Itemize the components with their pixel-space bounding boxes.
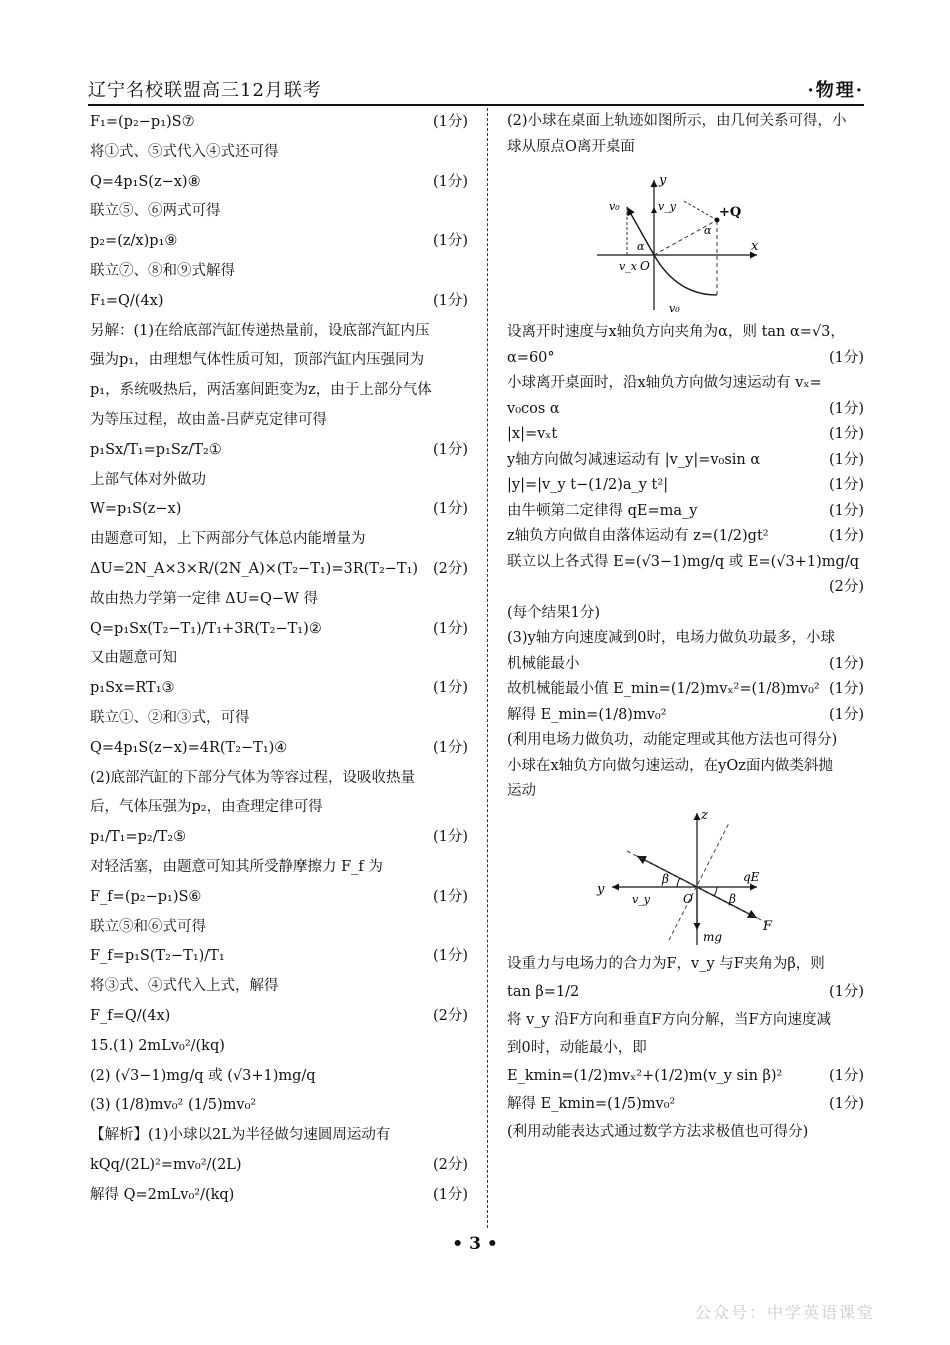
line-text: 强为p₁，由理想气体性质可知，顶部汽缸内压强同为	[90, 352, 425, 369]
exam-title: 辽宁名校联盟高三12月联考	[88, 80, 322, 101]
line-text: 对轻活塞，由题意可知其所受静摩擦力 F_f 为	[90, 858, 383, 875]
solution-line	[507, 1006, 864, 1034]
line-text: 设重力与电场力的合力为F，v_y 与F夹角为β，则	[507, 955, 825, 972]
line-text: v₀cos α	[507, 400, 560, 417]
fig1-label-alpha-1: α	[637, 240, 645, 253]
fig2-label-beta-1: β	[662, 871, 669, 886]
line-text: 联立⑤、⑥两式可得	[90, 203, 221, 220]
page-number: • 3 •	[452, 1234, 498, 1254]
solution-line	[90, 495, 468, 525]
line-text: F_f=(p₂−p₁)S⑥	[90, 888, 202, 905]
solution-line	[90, 644, 468, 674]
solution-line	[507, 978, 864, 1006]
fig1-label-origin: O	[640, 259, 650, 273]
solution-line	[507, 728, 864, 754]
force-figure	[507, 805, 864, 950]
right-column	[507, 108, 864, 1146]
solution-line	[507, 779, 864, 805]
score-mark: (1分)	[432, 501, 468, 518]
line-text: y轴方向做匀减速运动有 |v_y|=v₀sin α	[507, 451, 761, 468]
solution-line	[90, 793, 468, 823]
fig2-label-z: z	[701, 807, 708, 823]
line-text: tan β=1/2	[507, 983, 580, 1000]
score-mark: (1分)	[828, 1067, 864, 1084]
solution-line	[507, 397, 864, 423]
score-mark: (1分)	[828, 983, 864, 1000]
right-column-intro	[507, 108, 864, 160]
score-mark: (1分)	[432, 829, 468, 846]
solution-line	[90, 555, 468, 585]
score-mark: (1分)	[828, 426, 864, 442]
line-text: 运动	[507, 783, 536, 799]
line-text: 故机械能最小值 E_min=(1/2)mvₓ²=(1/8)mv₀²	[507, 681, 820, 697]
fig1-label-vx: v_x	[619, 260, 637, 273]
line-text: (2)底部汽缸的下部分气体为等容过程，设吸收热量	[90, 769, 416, 786]
score-mark: (1分)	[432, 1186, 468, 1203]
score-mark: (1分)	[432, 114, 468, 130]
solution-line	[90, 287, 468, 317]
score-mark: (2分)	[432, 1156, 468, 1173]
line-text: 解得 Q=2mLv₀²/(kq)	[90, 1186, 235, 1203]
score-mark: (1分)	[432, 948, 468, 965]
line-text: 小球离开桌面时，沿x轴负方向做匀速运动有 vₓ=	[507, 375, 822, 391]
solution-line	[90, 674, 468, 704]
fig2-label-vy: v_y	[632, 892, 650, 906]
fig2-label-origin: O	[683, 891, 693, 906]
line-text: (利用动能表达式通过数学方法求极值也可得分)	[507, 1123, 809, 1140]
line-text: Q=4p₁S(z−x)=4R(T₂−T₁)④	[90, 739, 288, 756]
solution-line	[90, 257, 468, 287]
fig1-label-v0-top: v₀	[609, 200, 620, 213]
fig1-label-v0-bottom: v₀	[669, 302, 680, 315]
solution-line	[507, 575, 864, 601]
solution-line	[90, 1151, 468, 1181]
score-mark: (1分)	[828, 477, 864, 493]
solution-line	[90, 853, 468, 883]
solution-line	[507, 448, 864, 474]
line-text: p₁，系统吸热后，两活塞间距变为z，由于上部分气体	[90, 382, 432, 399]
solution-line	[507, 1118, 864, 1146]
solution-line	[507, 1090, 864, 1118]
score-mark: (1分)	[432, 739, 468, 756]
score-mark: (1分)	[828, 502, 864, 519]
line-text: 为等压过程，故由盖-吕萨克定律可得	[90, 411, 327, 428]
solution-line	[90, 942, 468, 972]
solution-line	[90, 108, 468, 138]
line-text: 联立以上各式得 E=(√3−1)mg/q 或 E=(√3+1)mg/q	[507, 553, 859, 570]
solution-line	[90, 525, 468, 555]
solution-line	[90, 376, 468, 406]
solution-line	[507, 950, 864, 978]
solution-line	[90, 1121, 468, 1151]
fig2-label-y: y	[597, 881, 605, 897]
fig1-label-charge: +Q	[719, 205, 742, 220]
score-mark: (1分)	[828, 706, 864, 723]
fig2-label-beta-2: β	[729, 891, 736, 906]
line-text: z轴负方向做自由落体运动有 z=(1/2)gt²	[507, 528, 769, 544]
line-text: 小球在x轴负方向做匀速运动，在yOz面内做类斜抛	[507, 757, 833, 774]
line-text: F_f=Q/(4x)	[90, 1007, 171, 1024]
fig1-label-vy: v_y	[658, 200, 676, 213]
fig1-label-y: y	[659, 173, 667, 188]
fig2-label-mg: mg	[703, 929, 723, 944]
fig2-label-qE: qE	[743, 869, 760, 884]
line-text: 由牛顿第二定律得 qE=ma_y	[507, 502, 698, 519]
score-mark: (1分)	[432, 680, 468, 697]
line-text: 由题意可知，上下两部分气体总内能增量为	[90, 531, 366, 548]
page-header	[88, 76, 864, 104]
line-text: 将 v_y 沿F方向和垂直F方向分解，当F方向速度减	[507, 1011, 832, 1028]
line-text: (每个结果1分)	[507, 604, 601, 621]
score-mark: (2分)	[432, 560, 468, 577]
solution-line	[90, 704, 468, 734]
line-text: F_f=p₁S(T₂−T₁)/T₁	[90, 948, 225, 965]
line-text: F₁=(p₂−p₁)S⑦	[90, 114, 195, 130]
line-text: |y|=|v_y t−(1/2)a_y t²|	[507, 477, 669, 493]
left-column	[90, 108, 468, 1210]
solution-line	[507, 550, 864, 576]
score-mark: (2分)	[828, 579, 864, 595]
solution-line	[507, 108, 864, 134]
fig1-label-x: x	[751, 239, 759, 254]
score-mark: (1分)	[432, 620, 468, 637]
solution-line	[507, 1062, 864, 1090]
line-text: 将③式、④式代入上式，解得	[90, 978, 279, 995]
solution-line	[90, 346, 468, 376]
solution-line	[507, 626, 864, 652]
solution-line	[507, 134, 864, 160]
line-text: ΔU=2N_A×3×R/(2N_A)×(T₂−T₁)=3R(T₂−T₁)	[90, 560, 419, 577]
line-text: 机械能最小	[507, 655, 580, 672]
line-text: 球从原点O离开桌面	[507, 139, 635, 155]
line-text: 15.(1) 2mLv₀²/(kq)	[90, 1037, 225, 1054]
line-text: F₁=Q/(4x)	[90, 292, 164, 309]
solution-line	[90, 585, 468, 615]
solution-line	[90, 466, 468, 496]
line-text: 后，气体压强为p₂，由查理定律可得	[90, 799, 323, 816]
line-text: 联立⑦、⑧和⑨式解得	[90, 262, 235, 279]
solution-line	[507, 601, 864, 627]
solution-line	[90, 1032, 468, 1062]
solution-line	[90, 972, 468, 1002]
line-text: 解得 E_min=(1/8)mv₀²	[507, 706, 667, 723]
solution-line	[507, 346, 864, 372]
trajectory-curve	[654, 255, 717, 295]
solution-line	[90, 913, 468, 943]
score-mark: (1分)	[828, 655, 864, 672]
score-mark: (1分)	[432, 292, 468, 309]
solution-line	[507, 473, 864, 499]
score-mark: (1分)	[432, 888, 468, 905]
line-text: 设离开时速度与x轴负方向夹角为α，则 tan α=√3，	[507, 324, 845, 340]
solution-line	[507, 703, 864, 729]
line-text: 上部气体对外做功	[90, 471, 206, 488]
solution-line	[90, 764, 468, 794]
right-column-middle	[507, 320, 864, 805]
line-text: 故由热力学第一定律 ΔU=Q−W 得	[90, 590, 318, 607]
beta-arc-1	[677, 878, 680, 887]
solution-line	[507, 1034, 864, 1062]
line-text: Q=p₁Sx(T₂−T₁)/T₁+3R(T₂−T₁)②	[90, 620, 322, 637]
fig2-label-F: F	[763, 918, 773, 934]
line-text: E_kmin=(1/2)mvₓ²+(1/2)m(v_y sin β)²	[507, 1067, 783, 1084]
solution-line	[90, 883, 468, 913]
solution-line	[90, 1091, 468, 1121]
score-mark: (1分)	[432, 441, 468, 458]
solution-line	[90, 823, 468, 853]
score-mark: (1分)	[828, 349, 864, 366]
line-text: 联立⑤和⑥式可得	[90, 918, 206, 935]
line-text: (利用电场力做负功，动能定理或其他方法也可得分)	[507, 732, 838, 748]
line-text: |x|=vₓt	[507, 426, 558, 442]
line-text: (3) (1/8)mv₀² (1/5)mv₀²	[90, 1097, 257, 1114]
line-text: (2)小球在桌面上轨迹如图所示，由几何关系可得，小	[507, 113, 847, 129]
solution-line	[90, 615, 468, 645]
tangent-line	[682, 200, 717, 220]
line-text: p₁Sx=RT₁③	[90, 680, 175, 697]
score-mark: (1分)	[432, 233, 468, 250]
score-mark: (1分)	[828, 528, 864, 544]
solution-line	[90, 1181, 468, 1211]
watermark: 公众号：中学英语课堂	[694, 1303, 875, 1322]
line-text: p₁/T₁=p₂/T₂⑤	[90, 829, 187, 846]
line-text: 又由题意可知	[90, 650, 177, 667]
line-text: 解得 E_kmin=(1/5)mv₀²	[507, 1095, 676, 1112]
solution-line	[507, 422, 864, 448]
solution-line	[507, 754, 864, 780]
score-mark: (1分)	[828, 681, 864, 697]
line-text: 到0时，动能最小，即	[507, 1039, 647, 1056]
trajectory-figure	[507, 160, 864, 320]
solution-line	[90, 734, 468, 764]
line-text: (3)y轴方向速度减到0时，电场力做负功最多，小球	[507, 630, 835, 646]
solution-line	[507, 524, 864, 550]
solution-line	[90, 406, 468, 436]
solution-line	[90, 317, 468, 347]
line-text: kQq/(2L)²=mv₀²/(2L)	[90, 1156, 242, 1173]
line-text: Q=4p₁S(z−x)⑧	[90, 173, 201, 190]
line-text: p₂=(z/x)p₁⑨	[90, 233, 178, 250]
line-text: 另解：(1)在给底部汽缸传递热量前，设底部汽缸内压	[90, 322, 430, 339]
line-text: 将①式、⑤式代入④式还可得	[90, 143, 279, 160]
right-column-bottom	[507, 950, 864, 1146]
solution-line	[90, 168, 468, 198]
solution-line	[507, 652, 864, 678]
subject-title: ·物理·	[807, 80, 864, 101]
column-divider	[487, 108, 488, 1228]
solution-line	[90, 197, 468, 227]
beta-arc-2	[714, 887, 717, 896]
line-text: (2) (√3−1)mg/q 或 (√3+1)mg/q	[90, 1067, 316, 1084]
score-mark: (1分)	[828, 400, 864, 417]
solution-line	[507, 499, 864, 525]
solution-line	[90, 227, 468, 257]
line-text: 联立①、②和③式，可得	[90, 709, 250, 726]
solution-line	[507, 371, 864, 397]
score-mark: (2分)	[432, 1007, 468, 1024]
line-text: 【解析】(1)小球以2L为半径做匀速圆周运动有	[90, 1127, 391, 1144]
fig1-label-alpha-2: α	[704, 224, 712, 237]
solution-line	[507, 320, 864, 346]
solution-line	[90, 436, 468, 466]
solution-line	[90, 1002, 468, 1032]
line-text: W=p₁S(z−x)	[90, 501, 182, 518]
score-mark: (1分)	[828, 1095, 864, 1112]
line-text: p₁Sx/T₁=p₁Sz/T₂①	[90, 441, 222, 458]
line-text: α=60°	[507, 349, 555, 366]
header-rule	[88, 104, 864, 106]
score-mark: (1分)	[432, 173, 468, 190]
solution-line	[90, 1062, 468, 1092]
score-mark: (1分)	[828, 451, 864, 468]
solution-line	[507, 677, 864, 703]
solution-line	[90, 138, 468, 168]
